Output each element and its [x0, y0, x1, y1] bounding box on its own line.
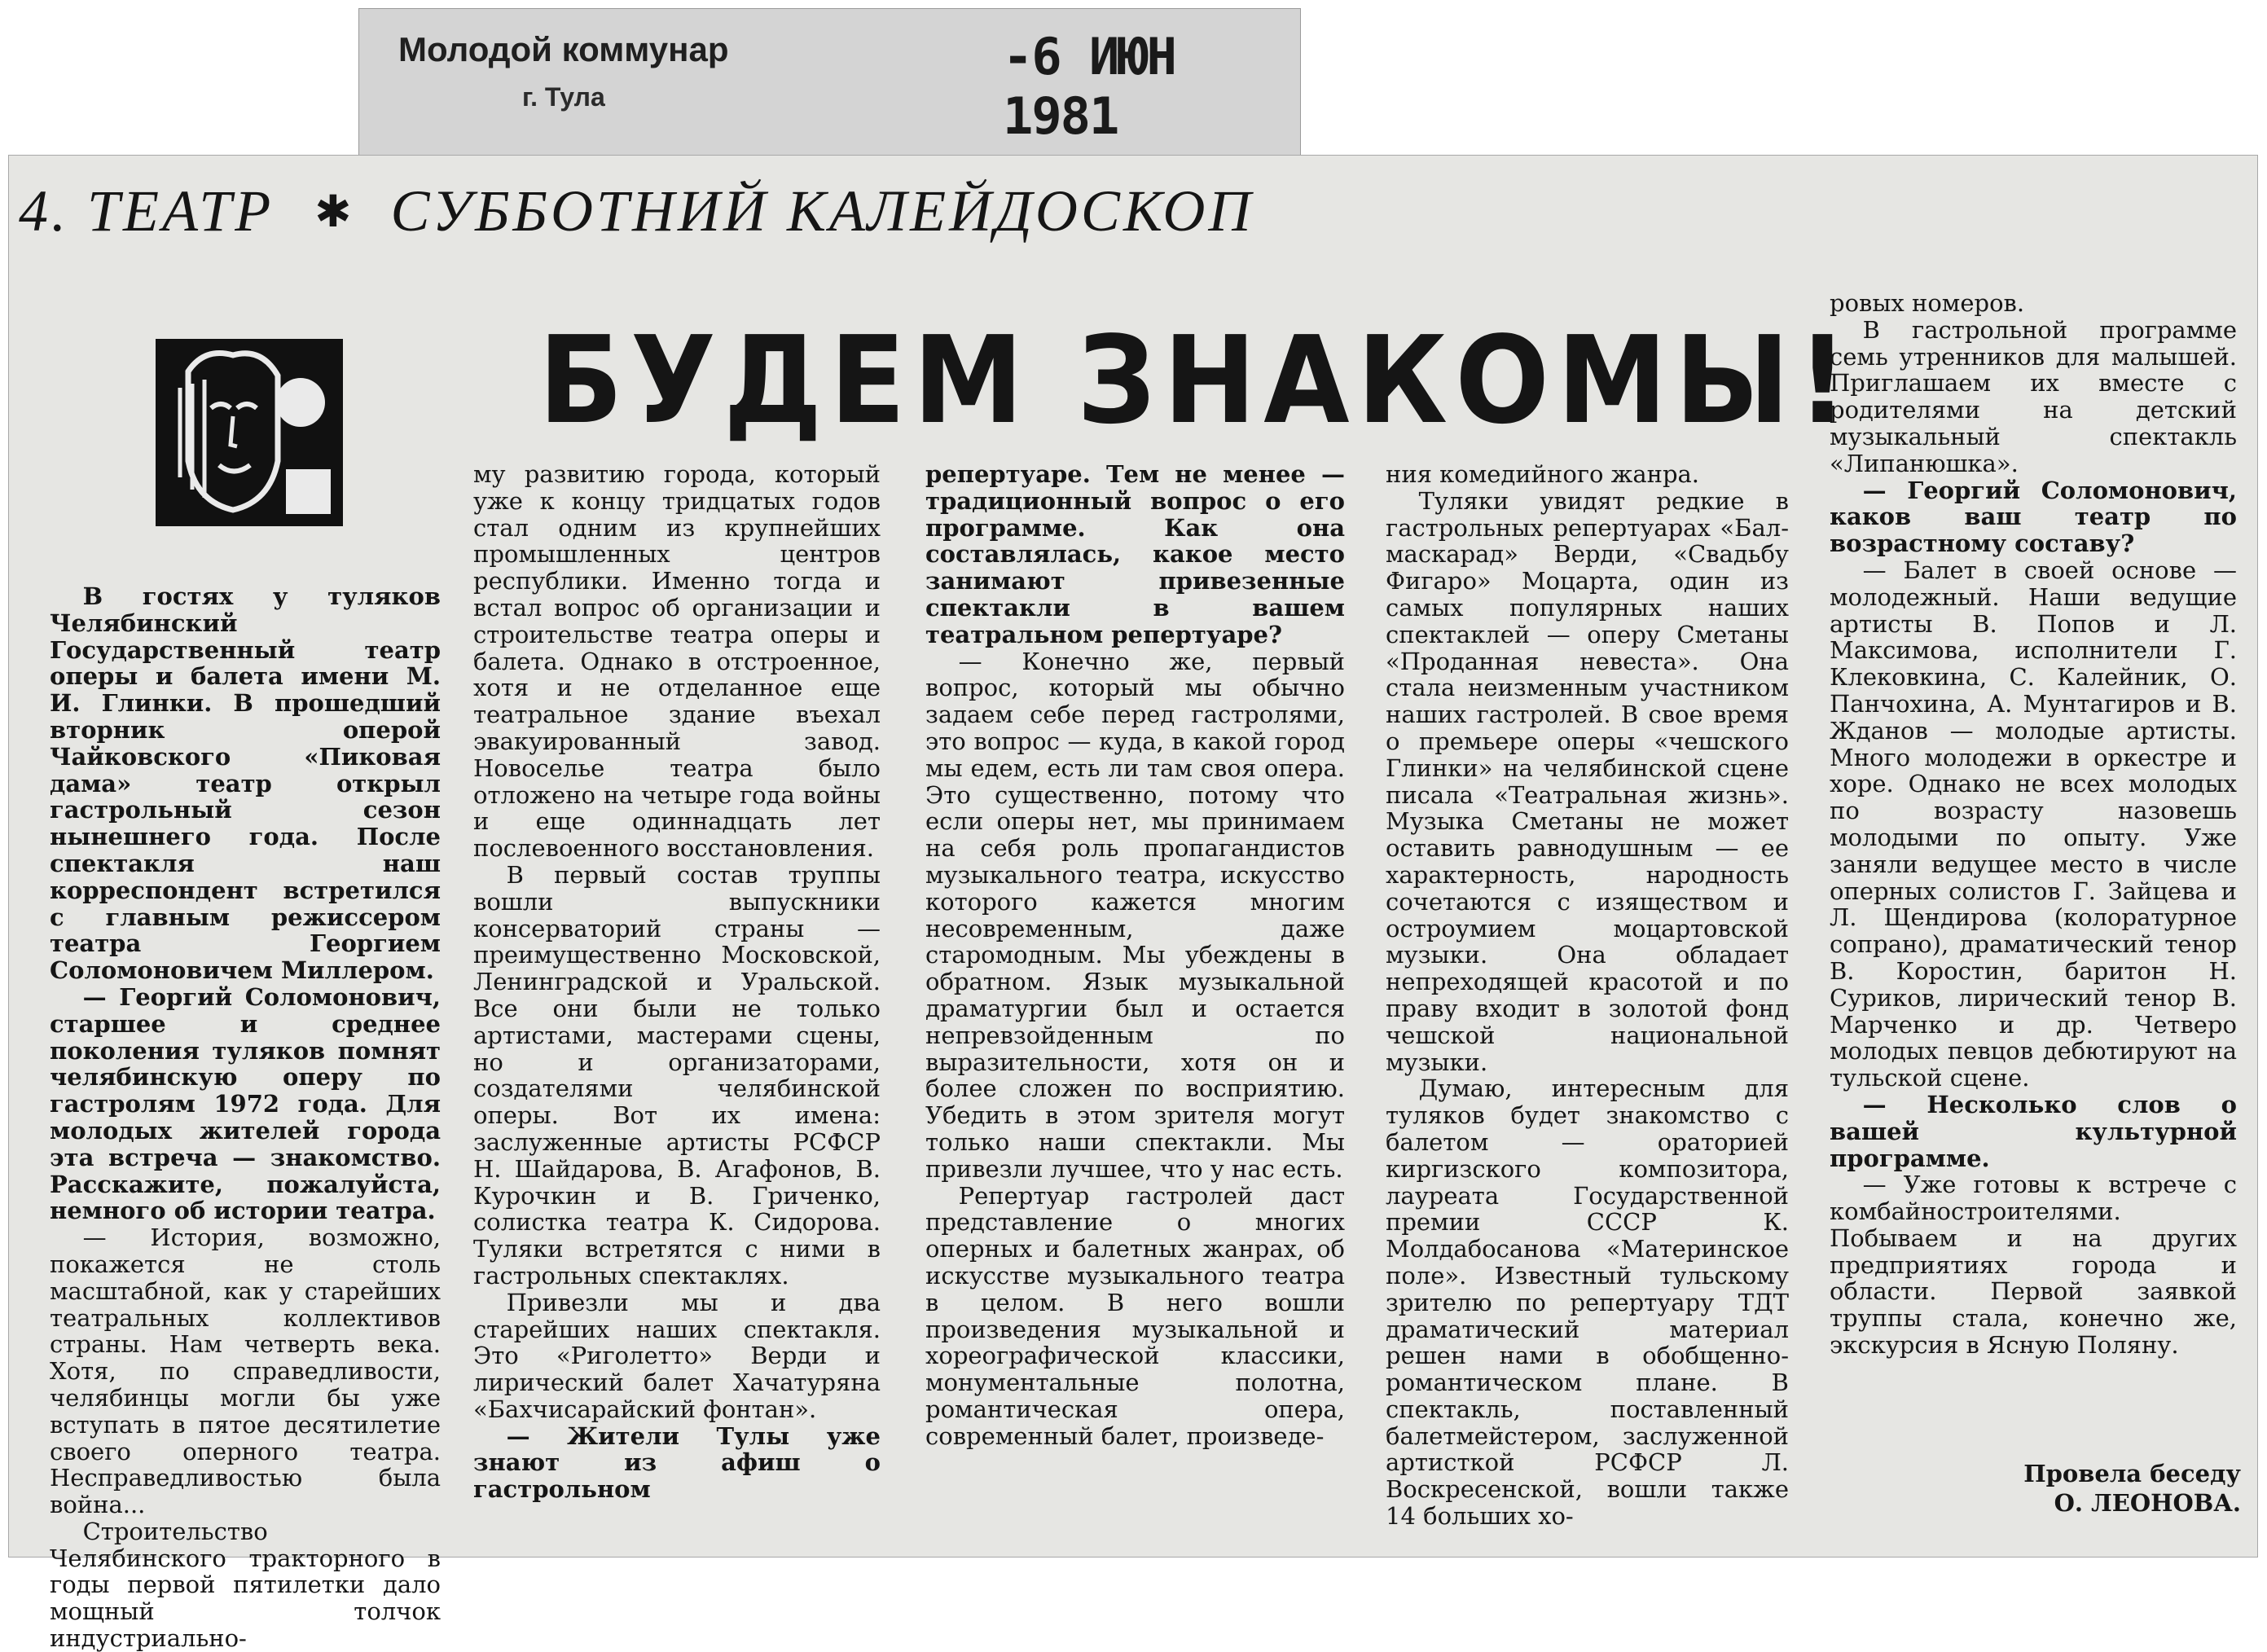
answer-paragraph: — Балет в своей основе — молодежный. Наши ведущие артисты В. Попов и Л. Максимова, исполнители Г. Клековкина, С. Калейник, О. Панчохина, А. Мунтагиров и В. Жданов — молодые артисты. Много молодежи в оркестре и хоре. Однако не всех молодых по возрасту назовешь молодыми по опыту. Уже заняли ведущее место в числе оперных солистов Г. Зайцева и Л. Щендирова (колоратурное сопрано), драматический тенор В. Коростин, баритон Н. Суриков, лирический тенор В. Марченко и др. Четверо молодых певцов дебютируют на тульской сцене.: [1830, 556, 2237, 1092]
answer-paragraph: — Конечно же, первый вопрос, который мы обычно задаем себе перед гастролями, это вопрос — куда, в какой город мы едем, есть ли там своя опера. Это существенно, потому что если оперы нет, мы принимаем на себя роль пропагандистов музыкального театра, искусство которого кажется многим несовременным, даже старомодным. Мы убеждены в обратном. Язык музыкальной драматургии был и остается непревзойденным по выразительности, хотя он и более сложен по восприятию. Убедить в этом зрителя могут только наши спектакли. Мы привезли лучшее, что у нас есть.: [925, 647, 1345, 1183]
answer-paragraph: — Уже готовы к встрече с комбайностроителями. Побываем и на других предприятиях города и области. Первой заявкой труппы стала, конечно же, экскурсия в Ясную Поляну.: [1830, 1171, 2237, 1360]
answer-paragraph: В гастрольной программе семь утренников для малышей. Приглашаем их вместе с родителями на детский музыкальный спектакль «Липанюшка».: [1830, 315, 2237, 477]
rubric-section: 4. ТЕАТР: [19, 178, 275, 244]
article-column-4: [1386, 461, 1789, 1530]
article-column-1: [50, 583, 441, 1652]
answer-paragraph: Думаю, интересным для туляков будет знакомство с балетом — ораторией киргизского композитора, лауреата Государственной премии СССР К. Молдабосанова «Материнское поле». Известный тульскому зрителю по репертуару ТДТ драматический материал решен нами в обобщенно-романтическом плане. В спектакль, поставленный балетмейстером, заслуженной артисткой РСФСР Л. Воскресенской, вошли также 14 больших хо-: [1386, 1074, 1789, 1531]
question-paragraph: — Жители Тулы уже знают из афиш о гастрольном: [473, 1421, 881, 1504]
answer-paragraph: Репертуар гастролей даст представление о многих оперных и балетных жанрах, об искусстве музыкального театра в целом. В него вошли произведения музыкальной и хореографической классики, монументальные полотна, романтическая опера, современный балет, произведе-: [925, 1181, 1345, 1450]
article-column-5: [1830, 290, 2237, 1359]
archive-stamp: [358, 8, 1301, 156]
answer-paragraph: му развитию города, который уже к концу тридцатых годов стал одним из крупнейших промышленных центров республики. Именно тогда и встал вопрос об организации и строительстве театра оперы и балета. Однако в отстроенное, хотя и не отделанное еще театральное здание въехал эвакуированный завод. Новоселье театра было отложено на четыре года войны и еще одиннадцать лет послевоенного восстановления.: [473, 460, 881, 863]
answer-paragraph: Привезли мы и два старейших наших спектакля. Это «Риголетто» Верди и лирический балет Хачатуряна «Бахчисарайский фонтан».: [473, 1288, 881, 1423]
stamp-date: -6 ИЮН 1981: [1003, 27, 1175, 146]
answer-paragraph: ровых номеров.: [1830, 289, 2025, 317]
article-headline: БУДЕМ ЗНАКОМЫ!: [538, 310, 1856, 450]
answer-paragraph: В первый состав труппы вошли выпускники консерваторий страны — преимущественно Московской, Ленинградской и Уральской. Все они были не только артистами, мастерами сцены, но и организаторами, создателями челябинской оперы. Вот их имена: заслуженные артисты РСФСР Н. Шайдарова, В. Агафонов, В. Курочкин и В. Гриченко, солистка театра К. Сидорова. Туляки встретятся с ними в гастрольных спектаклях.: [473, 860, 881, 1290]
page-rubric: [19, 162, 1298, 260]
newspaper-clipping: [8, 155, 2258, 1652]
article-column-2: [473, 461, 881, 1503]
answer-paragraph: Строительство Челябинского тракторного в годы первой пятилетки дало мощный толчок индустриально-: [50, 1517, 441, 1652]
question-paragraph: — Георгий Соломонович, старшее и среднее поколения туляков помнят челябинскую оперу по гастролям 1972 года. Для молодых жителей города эта встреча — знакомство. Расскажите, пожалуйста, немного об истории театра.: [50, 982, 441, 1225]
theatre-mask-logo: [156, 339, 343, 526]
byline: [1931, 1459, 2241, 1518]
article-intro: В гостях у туляков Челябинский Государственный театр оперы и балета имени М. И. Глинки. В прошедший вторник оперой Чайковского «Пиковая дама» театр открыл гастрольный сезон нынешнего года. После спектакля наш корреспондент встретился с главным режиссером театра Георгием Соломоновичем Миллером.: [50, 582, 441, 985]
question-paragraph: — Георгий Соломонович, каков ваш театр по возрастному составу?: [1830, 476, 2237, 558]
answer-paragraph: Туляки увидят редкие в гастрольных репертуарах «Бал-маскарад» Верди, «Свадьбу Фигаро» Моцарта, один из самых популярных наших спектаклей — оперу Сметаны «Проданная невеста». Она стала неизменным участником наших гастролей. В свое время о премьере оперы «чешского Глинки» на челябинской сцене писала «Театральная жизнь». Музыка Сметаны не может оставить равнодушным — ее характерность, народность сочетаются с изяществом и остроумием моцартовской музыки. Она обладает непреходящей красотой и по праву входит в золотой фонд чешской национальной музыки.: [1386, 486, 1789, 1076]
star-icon: ✱: [314, 187, 355, 236]
question-paragraph: репертуаре. Тем не менее — традиционный вопрос о его программе. Как она составлялась, какое место занимают привезенные спектакли в вашем театральном репертуаре?: [925, 460, 1345, 648]
answer-paragraph: ния комедийного жанра.: [1386, 460, 1700, 488]
article-column-3: [925, 461, 1345, 1449]
answer-paragraph: — История, возможно, покажется не столь масштабной, как у старейших театральных коллективов страны. Нам четверть века. Хотя, по справедливости, челябинцы могли бы уже вступать в пятое десятилетие своего оперного театра. Несправедливостью была война...: [50, 1224, 441, 1519]
question-paragraph: — Несколько слов о вашей культурной программе.: [1830, 1090, 2237, 1172]
newspaper-city: г. Тула: [522, 82, 605, 112]
rubric-title: СУББОТНИЙ КАЛЕЙДОСКОП: [390, 178, 1254, 244]
byline-role: Провела беседу: [2023, 1460, 2241, 1487]
newspaper-name: Молодой коммунар: [398, 30, 729, 68]
byline-author: О. ЛЕОНОВА.: [2054, 1489, 2241, 1517]
